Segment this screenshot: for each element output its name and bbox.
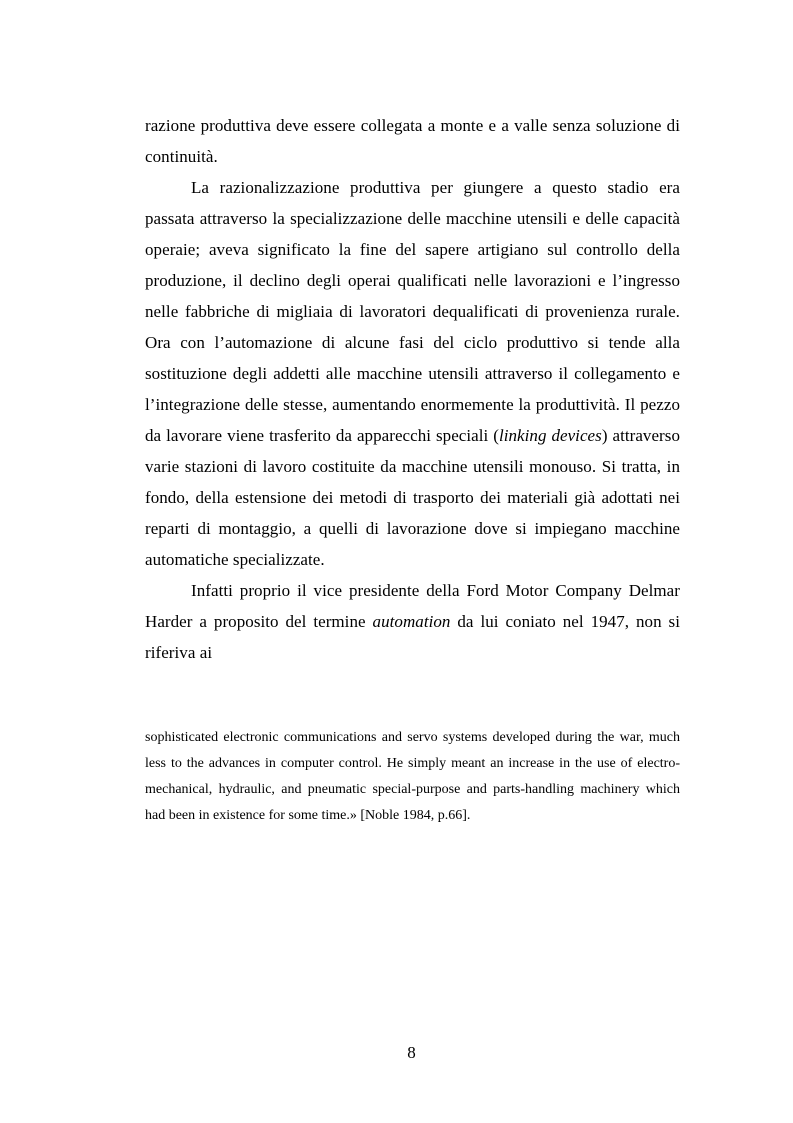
italic-term: automation [372,612,451,631]
paragraph-text: ) attraverso varie stazioni di lavoro costituite da macchine utensili monouso. Si tratta, in fondo, della estensione dei metodi di trasporto dei materiali già adottati nei reparti di montaggio, a quelli di lavorazione dove si impiegano macchine automatiche specializzate. [145,426,680,569]
page-number: 8 [407,1043,416,1062]
paragraph-text: La razionalizzazione produttiva per giungere a questo stadio era passata attraverso la specializzazione delle macchine utensili e delle capacità operaie; aveva significato la fine del sapere artigiano sul controllo della produzione, il declino degli operai qualificati nelle lavorazioni e l’ingresso nelle fabbriche di migliaia di lavoratori dequalificati di provenienza rurale. Ora con l’automazione di alcune fasi del ciclo produttivo si tende alla sostituzione degli addetti alle macchine utensili attraverso il collegamento e l’integrazione delle stesse, aumentando enormemente la produttività. Il pezzo da lavorare viene trasferito da apparecchi speciali ( [145,178,680,445]
paragraph-text: da lui coniato nel 1947, non si riferiva ai [145,612,680,662]
paragraph-automation [145,172,680,575]
body-text [145,110,680,668]
italic-term: linking devices [498,426,602,445]
paragraph-harder [145,575,680,668]
block-quote [145,725,680,829]
quote-text: sophisticated electronic communications and servo systems developed during the war, much less to the advances in computer control. He simply meant an increase in the use of electro-mechanical, hydraulic, and pneumatic special-purpose and parts-handling machinery which had been in existence for some time.» [Noble 1984, p.66]. [145,730,680,823]
paragraph-continuation: razione produttiva deve essere collegata a monte e a valle senza soluzione di continuità. [145,116,680,166]
paragraph-text: Infatti proprio il vice presidente della Ford Motor Company Delmar Harder a proposito del termine [145,581,680,631]
